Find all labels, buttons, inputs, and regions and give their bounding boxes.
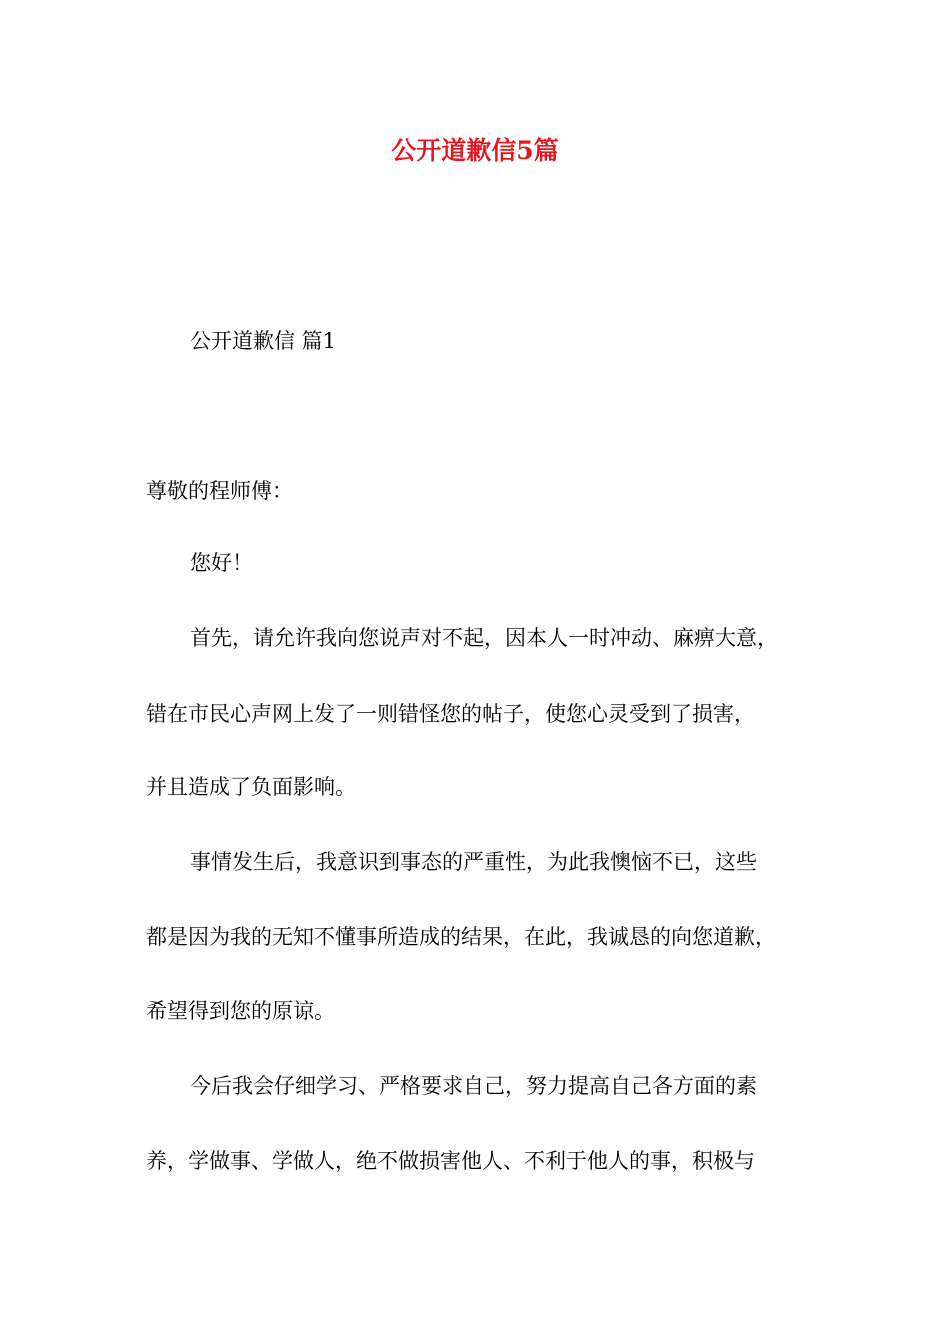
paragraph-3-line-2: 养，学做事、学做人，绝不做损害他人、不利于他人的事，积极与	[146, 1149, 755, 1173]
document-title: 公开道歉信5篇	[391, 136, 559, 165]
salutation: 尊敬的程师傅：	[146, 479, 293, 503]
paragraph-3-line-1: 今后我会仔细学习、严格要求自己，努力提高自己各方面的素	[190, 1074, 757, 1098]
paragraph-2-line-1: 事情发生后，我意识到事态的严重性，为此我懊恼不已，这些	[190, 850, 757, 874]
section-heading: 公开道歉信 篇1	[190, 329, 337, 353]
paragraph-1-line-2: 错在市民心声网上发了一则错怪您的帖子，使您心灵受到了损害，	[146, 702, 755, 726]
paragraph-1-line-1: 首先，请允许我向您说声对不起，因本人一时冲动、麻痹大意，	[190, 626, 778, 650]
greeting: 您好！	[190, 551, 253, 575]
paragraph-1-line-3: 并且造成了负面影响。	[146, 775, 356, 799]
paragraph-2-line-2: 都是因为我的无知不懂事所造成的结果，在此，我诚恳的向您道歉，	[146, 925, 776, 949]
paragraph-2-line-3: 希望得到您的原谅。	[146, 999, 335, 1023]
